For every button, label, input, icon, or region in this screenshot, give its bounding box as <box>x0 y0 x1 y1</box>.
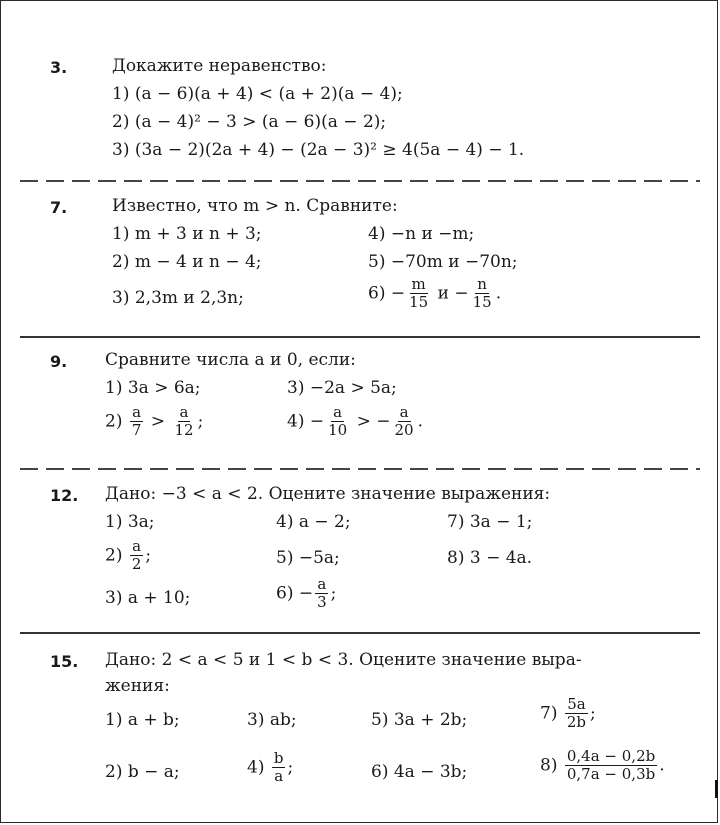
list-item: 5) −70m и −70n; <box>368 252 518 272</box>
list-item: 3) 2,3m и 2,3n; <box>112 288 244 308</box>
numerator: a <box>317 575 327 593</box>
list-item: 3) (3a − 2)(2a + 4) − (2a − 3)² ≥ 4(5a − 4) − 1. <box>112 140 525 160</box>
item-label: 8) <box>540 755 563 776</box>
problem-intro: Известно, что m > n. Сравните: <box>112 196 398 216</box>
problem-intro: Докажите неравенство: <box>112 56 327 76</box>
denominator: 0,7a − 0,3b <box>566 765 656 784</box>
item-text: > − <box>351 411 391 432</box>
problem-intro-continued: жения: <box>105 676 170 696</box>
problem-number: 3. <box>50 58 68 77</box>
fraction <box>393 404 416 440</box>
item-text: ; <box>145 545 152 566</box>
item-text: > <box>145 411 171 432</box>
numerator: 0,4a − 0,2b <box>566 747 656 765</box>
list-item-2 <box>105 404 203 440</box>
denominator: 10 <box>328 421 348 440</box>
item-label: 4) − <box>287 411 325 432</box>
denominator: a <box>274 767 284 786</box>
denominator: 15 <box>472 293 492 312</box>
list-item-4 <box>247 750 293 786</box>
list-item: 7) 3a − 1; <box>447 512 533 532</box>
fraction <box>407 276 430 312</box>
numerator: a <box>399 403 409 421</box>
fraction <box>315 576 329 612</box>
list-item: 4) −n и −m; <box>368 224 475 244</box>
item-label: 2) <box>105 411 128 432</box>
fraction <box>565 696 588 732</box>
list-item: 1) (a − 6)(a + 4) < (a + 2)(a − 4); <box>112 84 403 104</box>
list-item-8 <box>540 748 665 784</box>
item-label: 7) <box>540 703 563 724</box>
divider <box>20 468 700 470</box>
list-item-6 <box>368 276 501 312</box>
problem-intro: Дано: −3 < a < 2. Оцените значение выражения: <box>105 484 551 504</box>
numerator: n <box>477 275 487 293</box>
divider <box>20 180 700 182</box>
list-item-4 <box>287 404 423 440</box>
list-item: 2) m − 4 и n − 4; <box>112 252 262 272</box>
denominator: 3 <box>317 593 327 612</box>
fraction <box>130 404 144 440</box>
numerator: b <box>273 749 284 767</box>
list-item-6 <box>276 576 336 612</box>
fraction <box>326 404 349 440</box>
item-label: 6) − <box>276 583 314 604</box>
denominator: 2b <box>566 713 587 732</box>
list-item: 3) a + 10; <box>105 588 191 608</box>
problem-number: 7. <box>50 198 68 217</box>
item-text: ; <box>590 703 596 724</box>
numerator: a <box>132 403 142 421</box>
list-item: 2) (a − 4)² − 3 > (a − 6)(a − 2); <box>112 112 387 132</box>
item-text: . <box>417 411 423 432</box>
numerator: m <box>411 275 426 293</box>
list-item: 1) m + 3 и n + 3; <box>112 224 262 244</box>
item-label: 4) <box>247 757 270 778</box>
problem-intro: Дано: 2 < a < 5 и 1 < b < 3. Оцените значение выра- <box>105 650 582 670</box>
item-text: ; <box>287 757 294 778</box>
list-item: 3) ab; <box>247 710 297 730</box>
item-label: 2) <box>105 545 128 566</box>
fraction <box>272 750 286 786</box>
list-item-7 <box>540 696 596 732</box>
list-item-2 <box>105 538 151 574</box>
list-item: 8) 3 − 4a. <box>447 548 533 568</box>
list-item: 1) 3a > 6a; <box>105 378 201 398</box>
denominator: 12 <box>174 421 194 440</box>
denominator: 2 <box>131 555 142 574</box>
list-item: 1) a + b; <box>105 710 180 730</box>
list-item: 4) a − 2; <box>276 512 351 532</box>
numerator: a <box>132 537 142 555</box>
list-item: 1) 3a; <box>105 512 155 532</box>
item-label: 6) − <box>368 283 406 304</box>
item-text: . <box>495 283 502 304</box>
list-item: 3) −2a > 5a; <box>287 378 397 398</box>
list-item: 5) 3a + 2b; <box>371 710 468 730</box>
denominator: 20 <box>394 421 414 440</box>
list-item: 2) b − a; <box>105 762 180 782</box>
item-text: и − <box>432 283 469 304</box>
item-text: . <box>659 755 665 776</box>
item-text: ; <box>197 411 204 432</box>
denominator: 7 <box>131 421 142 440</box>
fraction <box>172 404 195 440</box>
item-text: ; <box>330 583 337 604</box>
problem-number: 15. <box>50 652 79 671</box>
problem-number: 12. <box>50 486 79 505</box>
numerator: a <box>179 403 189 421</box>
problem-number: 9. <box>50 352 68 371</box>
denominator: 15 <box>409 293 429 312</box>
numerator: a <box>333 403 343 421</box>
fraction <box>565 748 657 784</box>
scan-edge-mark <box>715 780 718 798</box>
problem-intro: Сравните числа a и 0, если: <box>105 350 356 370</box>
divider <box>20 632 700 634</box>
divider <box>20 336 700 338</box>
list-item: 6) 4a − 3b; <box>371 762 468 782</box>
fraction <box>471 276 494 312</box>
fraction <box>130 538 144 574</box>
numerator: 5a <box>567 695 586 713</box>
list-item: 5) −5a; <box>276 548 340 568</box>
